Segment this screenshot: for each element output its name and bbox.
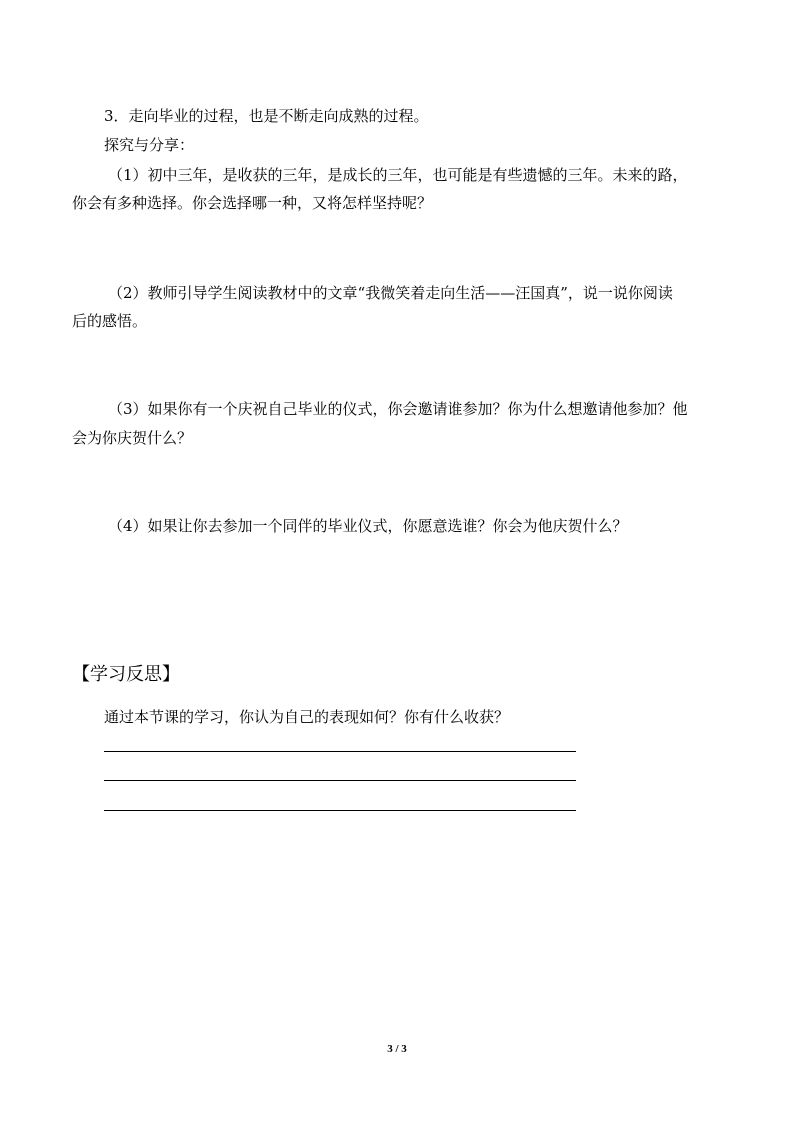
answer-line bbox=[104, 780, 576, 781]
reflection-section-title: 【学习反思】 bbox=[72, 664, 180, 685]
question-3-line-2: 会为你庆贺什么？ bbox=[72, 429, 193, 447]
question-2-line-2: 后的感悟。 bbox=[72, 312, 148, 330]
page-number: 3 / 3 bbox=[387, 1043, 407, 1055]
question-1-line-2: 你会有多种选择。你会选择哪一种，又将怎样坚持呢？ bbox=[72, 194, 433, 212]
question-2-line-1: （2）教师引导学生阅读教材中的文章“我微笑着走向生活——汪国真”，说一说你阅读 bbox=[108, 284, 673, 302]
question-1-line-1: （1）初中三年，是收获的三年，是成长的三年，也可能是有些遗憾的三年。未来的路， bbox=[108, 166, 688, 184]
answer-line bbox=[104, 810, 576, 811]
explore-share-label: 探究与分享： bbox=[104, 136, 195, 154]
answer-line bbox=[104, 751, 576, 752]
item-3-heading: 3．走向毕业的过程，也是不断走向成熟的过程。 bbox=[104, 107, 429, 125]
question-3-line-1: （3）如果你有一个庆祝自己毕业的仪式，你会邀请谁参加？你为什么想邀请他参加？他 bbox=[108, 400, 688, 418]
question-4-line-1: （4）如果让你去参加一个同伴的毕业仪式，你愿意选谁？你会为他庆贺什么？ bbox=[108, 517, 628, 535]
reflection-prompt: 通过本节课的学习，你认为自己的表现如何？你有什么收获？ bbox=[104, 708, 510, 726]
